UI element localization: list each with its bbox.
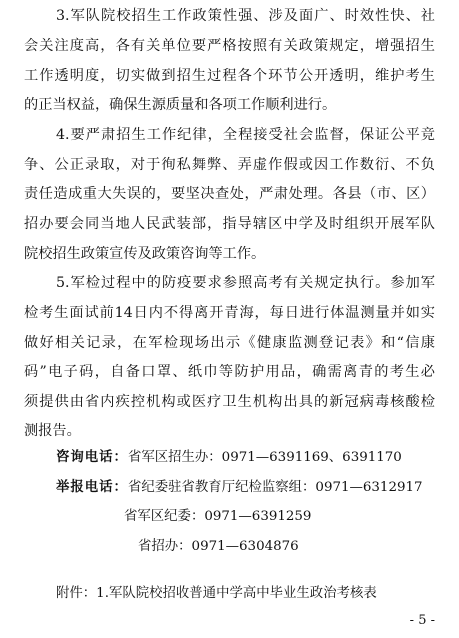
report-phone-text: 省纪委驻省教育厅纪检监察组：0971—6312917 [127,480,423,495]
page-number: - 5 - [409,613,435,628]
paragraph-3-line-2: 会关注度高，各有关单位要严格按照有关政策规定，增强招生 [24,38,435,54]
paragraph-5-line-6: 测报告。 [24,423,81,439]
paragraph-5-line-1: 5.军检过程中的防疫要求参照高考有关规定执行。参加军 [56,275,435,291]
admissions-office-phone: 省招办：0971—6304876 [138,539,299,554]
paragraph-5-line-3: 做好相关记录，在军检现场出示《健康监测登记表》和“信康 [24,335,435,351]
paragraph-4-line-3: 责任造成重大失误的，要坚决查处，严肃处理。各县（市、区） [24,186,435,202]
paragraph-5-line-4: 码”电子码，自备口罩、纸巾等防护用品，确需离青的考生必 [24,364,435,380]
paragraph-4-line-1: 4.要严肃招生工作纪律，全程接受社会监督，保证公平竞 [56,127,435,143]
paragraph-3-line-3: 工作透明度，切实做到招生过程各个环节公开透明，维护考生 [24,68,435,84]
military-discipline-phone: 省军区纪委：0971—6391259 [124,509,312,524]
consult-phone-text: 省军区招生办：0971—6391169、6391170 [127,450,402,465]
paragraph-3-line-1: 3.军队院校招生工作政策性强、涉及面广、时效性快、社 [56,8,435,24]
paragraph-4-line-5: 院校招生政策宣传及政策咨询等工作。 [24,246,266,262]
paragraph-3-line-4: 的正当权益，确保生源质量和各项工作顺利进行。 [24,97,337,113]
attachment-note: 附件：1.军队院校招收普通中学高中毕业生政治考核表 [56,586,377,601]
paragraph-4-line-2: 争、公正录取，对于徇私舞弊、弄虚作假或因工作数衍、不负 [24,157,435,173]
consult-phone-label: 咨询电话： [56,450,128,465]
paragraph-5-line-5: 须提供由省内疾控机构或医疗卫生机构出具的新冠病毒核酸检 [24,394,435,410]
paragraph-5-line-2: 检考生面试前14日内不得离开青海，每日进行体温测量并如实 [24,305,435,321]
report-phone-label: 举报电话： [56,480,128,495]
report-phone-row [56,478,423,498]
consult-phone-row [56,448,402,468]
paragraph-4-line-4: 招办要会同当地人民武装部，指导辖区中学及时组织开展军队 [24,216,435,232]
